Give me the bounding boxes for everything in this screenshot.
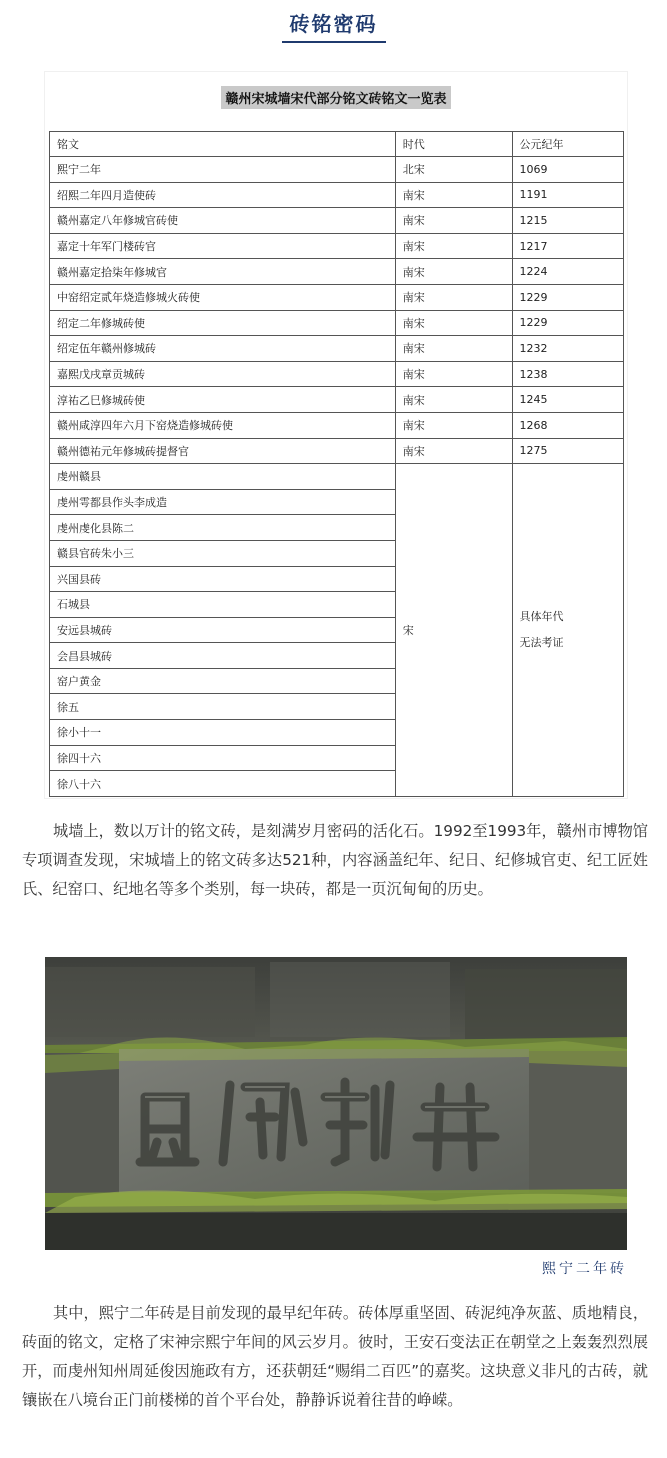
section-title-text: 砖铭密码 (282, 8, 386, 43)
cell-era: 南宋 (395, 208, 512, 234)
note-line-2: 无法考证 (519, 635, 564, 649)
header-era: 时代 (395, 132, 512, 157)
table-caption-text: 赣州宋城墙宋代部分铭文砖铭文一览表 (221, 86, 450, 109)
cell-year: 1275 (512, 438, 623, 464)
cell-era: 南宋 (395, 233, 512, 259)
cell-inscription: 赣县官砖朱小三 (50, 540, 396, 566)
cell-era: 南宋 (395, 259, 512, 285)
cell-era: 南宋 (395, 412, 512, 438)
table-row (50, 336, 624, 362)
header-year: 公元纪年 (512, 132, 623, 157)
cell-year: 1215 (512, 208, 623, 234)
cell-era: 南宋 (395, 438, 512, 464)
cell-era: 南宋 (395, 182, 512, 208)
cell-inscription: 石城县 (50, 592, 396, 618)
cell-inscription: 绍定二年修城砖使 (50, 310, 396, 336)
cell-inscription: 会昌县城砖 (50, 643, 396, 669)
cell-inscription: 淳祐乙巳修城砖使 (50, 387, 396, 413)
table-row (50, 208, 624, 234)
table-row (50, 182, 624, 208)
cell-era: 南宋 (395, 310, 512, 336)
brick-photo (45, 957, 627, 1250)
paragraph-2: 其中，熙宁二年砖是目前发现的最早纪年砖。砖体厚重坚固、砖泥纯净灰蓝、质地精良，砖面的铭文，定格了宋神宗熙宁年间的风云岁月。彼时，王安石变法正在朝堂之上轰轰烈烈展开，而虔州知州周延俊因施政有方，还获朝廷“赐绢二百匹”的嘉奖。这块意义非凡的古砖，就镶嵌在八境台正门前楼梯的首个平台处，静静诉说着往昔的峥嵘。 (22, 1304, 648, 1409)
cell-inscription: 赣州嘉定拾柒年修城官 (50, 259, 396, 285)
cell-year: 1232 (512, 336, 623, 362)
cell-inscription: 嘉定十年军门楼砖官 (50, 233, 396, 259)
cell-inscription: 徐小十一 (50, 720, 396, 746)
table-row (50, 233, 624, 259)
cell-era: 南宋 (395, 284, 512, 310)
cell-inscription: 徐四十六 (50, 745, 396, 771)
cell-inscription: 绍定伍年赣州修城砖 (50, 336, 396, 362)
table-row (50, 284, 624, 310)
cell-inscription: 赣州德祐元年修城砖提督官 (50, 438, 396, 464)
cell-year: 1229 (512, 310, 623, 336)
cell-year: 1229 (512, 284, 623, 310)
table-header-row (50, 132, 624, 157)
cell-year: 1245 (512, 387, 623, 413)
table-row (50, 387, 624, 413)
note-line-1: 具体年代 (519, 609, 564, 623)
cell-year: 1069 (512, 157, 623, 183)
cell-inscription: 赣州嘉定八年修城官砖使 (50, 208, 396, 234)
cell-year-merged (512, 464, 623, 797)
cell-era: 南宋 (395, 387, 512, 413)
cell-inscription: 兴国县砖 (50, 566, 396, 592)
section-title (0, 8, 667, 43)
header-inscription: 铭文 (50, 132, 396, 157)
photo-caption: 熙宁二年砖 (542, 1261, 627, 1277)
cell-inscription: 嘉熙戊戌章贡城砖 (50, 361, 396, 387)
table-row (50, 361, 624, 387)
cell-inscription: 徐五 (50, 694, 396, 720)
table-row (50, 438, 624, 464)
cell-inscription: 中窑绍定贰年烧造修城火砖使 (50, 284, 396, 310)
table-row (50, 310, 624, 336)
cell-year: 1217 (512, 233, 623, 259)
table-row (50, 259, 624, 285)
cell-inscription: 绍熙二年四月造使砖 (50, 182, 396, 208)
table-row (50, 157, 624, 183)
cell-inscription: 安远县城砖 (50, 617, 396, 643)
table-row (50, 464, 624, 490)
cell-era-merged: 宋 (395, 464, 512, 797)
cell-inscription: 虔州赣县 (50, 464, 396, 490)
cell-inscription: 熙宁二年 (50, 157, 396, 183)
brick-photo-image (45, 957, 627, 1250)
cell-inscription: 赣州咸淳四年六月下窑烧造修城砖使 (50, 412, 396, 438)
cell-era: 北宋 (395, 157, 512, 183)
cell-year: 1224 (512, 259, 623, 285)
table-row (50, 412, 624, 438)
cell-inscription: 徐八十六 (50, 771, 396, 797)
cell-inscription: 窑户黄金 (50, 668, 396, 694)
cell-era: 南宋 (395, 336, 512, 362)
inscription-table (49, 131, 624, 797)
cell-year: 1268 (512, 412, 623, 438)
cell-year: 1238 (512, 361, 623, 387)
cell-inscription: 虔州虔化县陈二 (50, 515, 396, 541)
cell-inscription: 虔州雩都县作头李成造 (50, 489, 396, 515)
cell-era: 南宋 (395, 361, 512, 387)
table-caption (45, 86, 627, 109)
inscription-table-card (45, 72, 627, 798)
paragraph-1: 城墙上，数以万计的铭文砖，是刻满岁月密码的活化石。1992至1993年，赣州市博物馆专项调查发现，宋城墙上的铭文砖多达521种，内容涵盖纪年、纪日、纪修城官吏、纪工匠姓氏、纪窑口、纪地名等多个类别，每一块砖，都是一页沉甸甸的历史。 (22, 822, 648, 898)
cell-year: 1191 (512, 182, 623, 208)
